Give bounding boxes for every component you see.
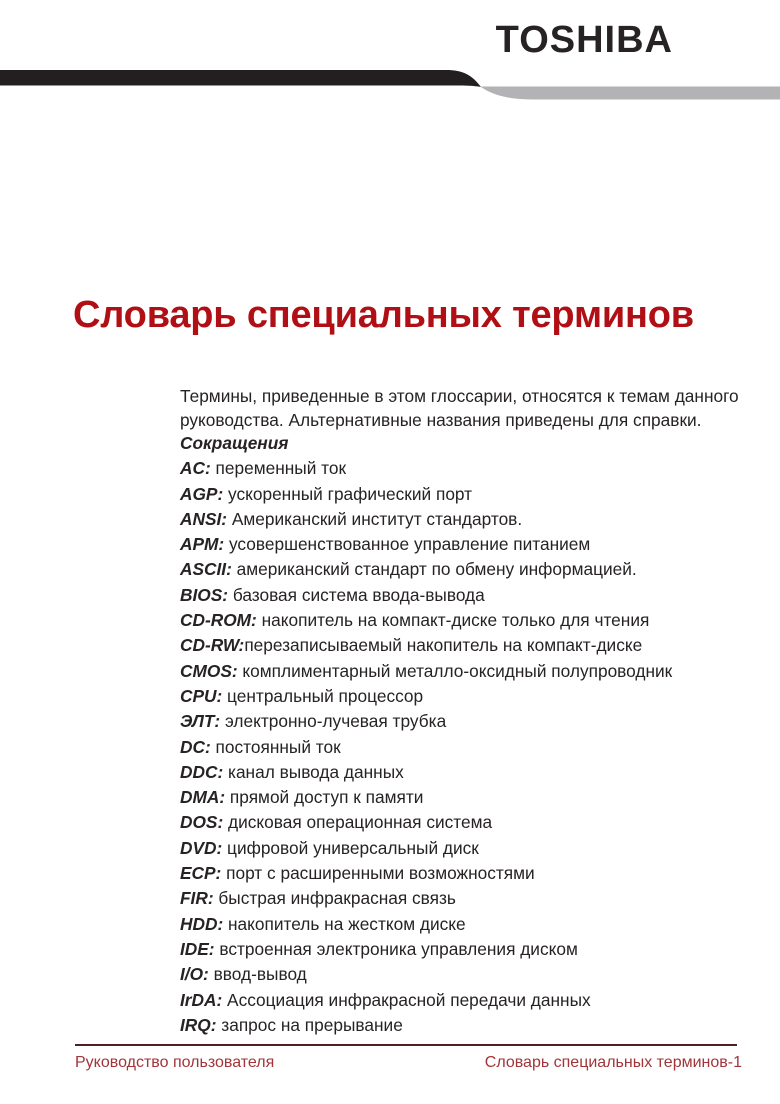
glossary-term: HDD:	[180, 913, 224, 934]
glossary-definition: переменный ток	[210, 458, 347, 479]
glossary-term: DMA:	[180, 787, 226, 808]
glossary-term: IRQ:	[180, 1014, 217, 1035]
glossary-item	[180, 760, 780, 785]
glossary-definition: встроенная электроника управления диском	[214, 938, 578, 959]
glossary-definition: электронно-лучевая трубка	[220, 711, 447, 732]
glossary-item	[180, 608, 780, 633]
glossary-definition: дисковая операционная система	[223, 812, 493, 833]
glossary-definition: усовершенствованное управление питанием	[224, 534, 591, 555]
glossary-item	[180, 557, 780, 582]
glossary-term: FIR:	[180, 888, 214, 909]
glossary-item	[180, 456, 780, 481]
glossary-term: IrDA:	[180, 989, 223, 1010]
glossary-item	[180, 785, 780, 810]
footer	[75, 1053, 742, 1073]
glossary-definition: ускоренный графический порт	[223, 483, 473, 504]
glossary-item	[180, 1013, 780, 1038]
glossary-item	[180, 482, 780, 507]
glossary-item	[180, 810, 780, 835]
glossary-item	[180, 886, 780, 911]
glossary-term: DVD:	[180, 837, 223, 858]
footer-right-page-label: Словарь специальных терминов-1	[484, 1054, 742, 1071]
glossary-item	[180, 507, 780, 532]
glossary-term: APM:	[180, 534, 225, 555]
glossary-definition: прямой доступ к памяти	[225, 787, 424, 808]
glossary-section-heading	[180, 431, 780, 456]
glossary-definition: постоянный ток	[210, 736, 341, 757]
glossary-definition: американский стандарт по обмену информацией.	[231, 559, 637, 580]
glossary-section-heading-label: Сокращения	[180, 433, 289, 453]
glossary-item	[180, 861, 780, 886]
glossary-item	[180, 659, 780, 684]
glossary-term: CD-ROM:	[180, 610, 257, 631]
glossary-term: ЭЛТ:	[180, 711, 221, 732]
glossary-item	[180, 836, 780, 861]
glossary-definition: канал вывода данных	[223, 761, 404, 782]
glossary-definition: Американский институт стандартов.	[227, 508, 523, 529]
glossary-item	[180, 912, 780, 937]
header-swoosh-graphic	[0, 60, 780, 110]
glossary-term: I/O:	[180, 964, 209, 985]
swoosh-gray-bar	[481, 87, 780, 100]
glossary-term: ANSI:	[180, 508, 228, 529]
footer-rule	[75, 1044, 737, 1046]
glossary-definition: Ассоциация инфракрасной передачи данных	[222, 989, 591, 1010]
intro-paragraph: Термины, приведенные в этом глоссарии, относятся к темам данного руководства. Альтернативные названия приведены для справки.	[180, 386, 739, 430]
glossary-definition: накопитель на жестком диске	[223, 913, 466, 934]
page-title: Словарь специальных терминов	[73, 294, 694, 336]
glossary-term: CMOS:	[180, 660, 238, 681]
glossary-item	[180, 988, 780, 1013]
swoosh-black-bar	[0, 70, 481, 87]
glossary-term: DOS:	[180, 812, 224, 833]
glossary-term: IDE:	[180, 938, 215, 959]
glossary-definition: ввод-вывод	[208, 964, 307, 985]
glossary-term: DDC:	[180, 761, 224, 782]
glossary-term: AGP:	[180, 483, 224, 504]
glossary-definition: порт с расширенными возможностями	[221, 863, 535, 884]
glossary-item	[180, 735, 780, 760]
glossary-definition: быстрая инфракрасная связь	[213, 888, 456, 909]
glossary-definition: цифровой универсальный диск	[222, 837, 479, 858]
glossary-term: ECP:	[180, 863, 222, 884]
glossary-term: BIOS:	[180, 584, 229, 605]
glossary-item	[180, 633, 780, 658]
glossary-definition: базовая система ввода-вывода	[228, 584, 485, 605]
glossary-item	[180, 962, 780, 987]
glossary-term: ASCII:	[180, 559, 232, 580]
footer-left-text: Руководство пользователя	[75, 1054, 275, 1071]
glossary-list	[180, 431, 780, 1038]
glossary-definition: накопитель на компакт-диске только для чтения	[256, 610, 650, 631]
glossary-term: CD-RW:	[180, 635, 245, 656]
glossary-term: CPU:	[180, 685, 223, 706]
toshiba-logo: TOSHIBA	[495, 19, 673, 61]
glossary-term: DC:	[180, 736, 211, 757]
glossary-definition: запрос на прерывание	[216, 1014, 403, 1035]
glossary-item	[180, 709, 780, 734]
glossary-definition: центральный процессор	[222, 685, 424, 706]
glossary-item	[180, 937, 780, 962]
glossary-item	[180, 684, 780, 709]
glossary-definition: перезаписываемый накопитель на компакт-диске	[244, 635, 643, 656]
glossary-item	[180, 583, 780, 608]
glossary-item	[180, 532, 780, 557]
glossary-definition: комплиментарный металло-оксидный полупроводник	[237, 660, 673, 681]
glossary-term: AC:	[180, 458, 211, 479]
